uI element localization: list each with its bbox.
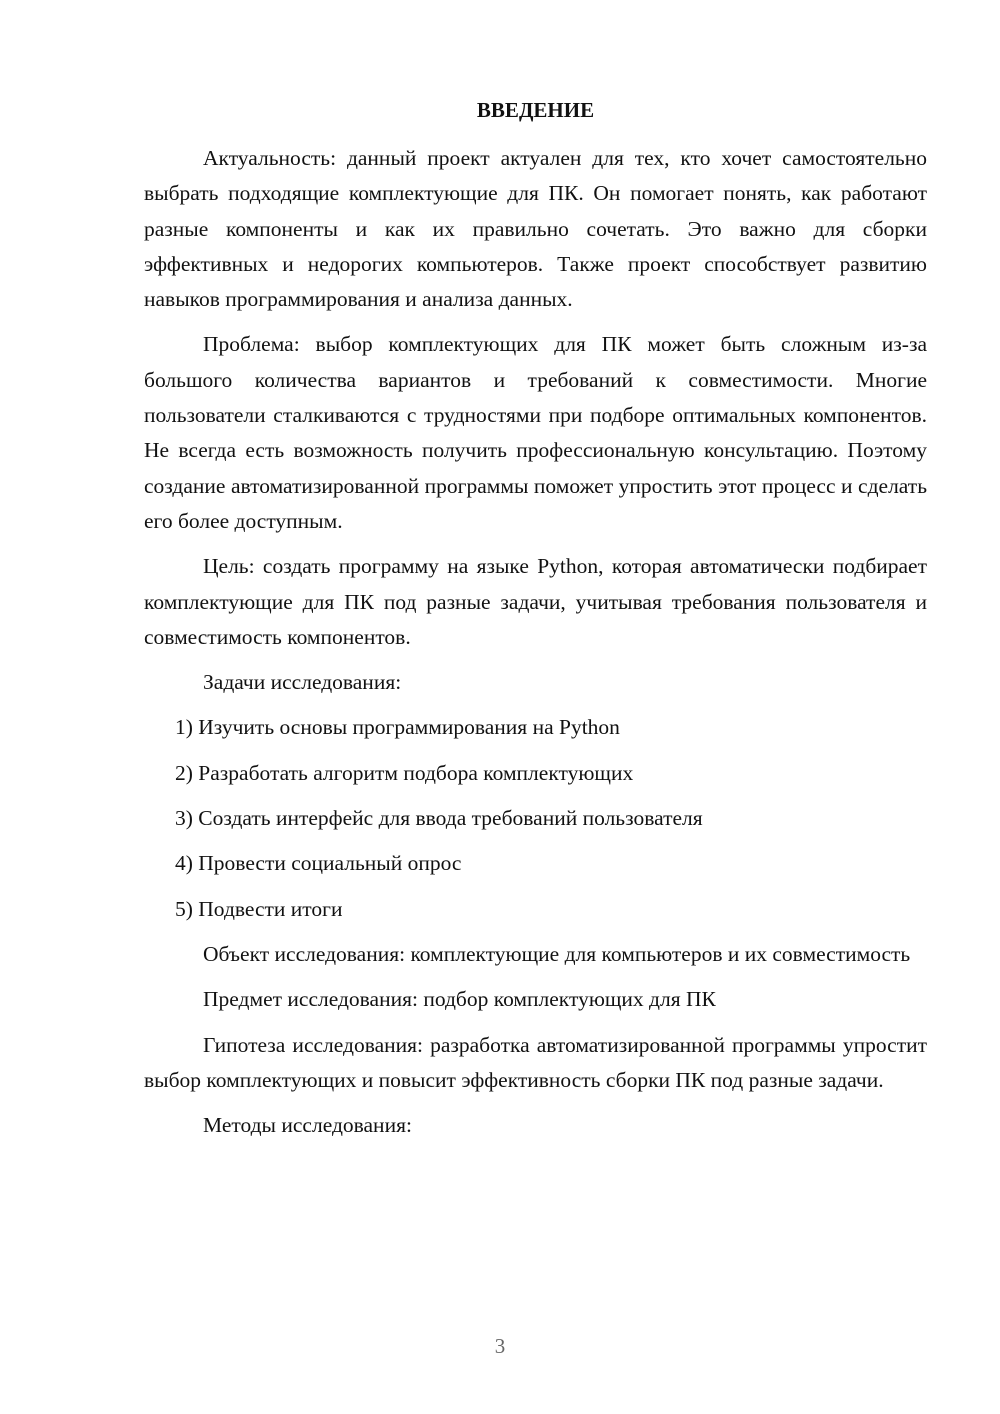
task-item: 5) Подвести итоги: [175, 896, 343, 921]
relevance-paragraph: Актуальность: данный проект актуален для тех, кто хочет самостоятельно выбрать подходящие комплектующие для ПК. Он помогает понять, как работают разные компоненты и как их правильно сочетать. Это важно для сборки эффективных и недорогих компьютеров. Также проект способствует развитию навыков программирования и анализа данных.: [144, 146, 927, 312]
section-title: ВВЕДЕНИЕ: [476, 98, 595, 122]
object-paragraph: Объект исследования: комплектующие для компьютеров и их совместимость: [203, 941, 911, 966]
subject-paragraph: Предмет исследования: подбор комплектующих для ПК: [203, 987, 716, 1012]
page-number: 3: [494, 1334, 506, 1358]
task-item: 1) Изучить основы программирования на Python: [175, 715, 620, 740]
task-item: 3) Создать интерфейс для ввода требований пользователя: [175, 806, 703, 831]
tasks-list: [144, 710, 927, 926]
hypothesis-paragraph: Гипотеза исследования: разработка автоматизированной программы упростит выбор комплектующих и повысит эффективность сборки ПК под разные задачи.: [144, 1032, 927, 1092]
task-item: 2) Разработать алгоритм подбора комплектующих: [175, 760, 634, 785]
tasks-heading: Задачи исследования:: [203, 670, 402, 695]
task-item: 4) Провести социальный опрос: [175, 851, 462, 876]
document-page: [144, 95, 927, 1153]
goal-paragraph: Цель: создать программу на языке Python, которая автоматически подбирает комплектующие для ПК под разные задачи, учитывая требования пользователя и совместимость компонентов.: [144, 554, 927, 649]
methods-heading: Методы исследования:: [203, 1113, 412, 1138]
problem-paragraph: Проблема: выбор комплектующих для ПК может быть сложным из-за большого количества вариантов и требований к совместимости. Многие пользователи сталкиваются с трудностями при подборе оптимальных компонентов. Не всегда есть возможность получить профессиональную консультацию. Поэтому создание автоматизированной программы поможет упростить этот процесс и сделать его более доступным.: [144, 332, 927, 533]
